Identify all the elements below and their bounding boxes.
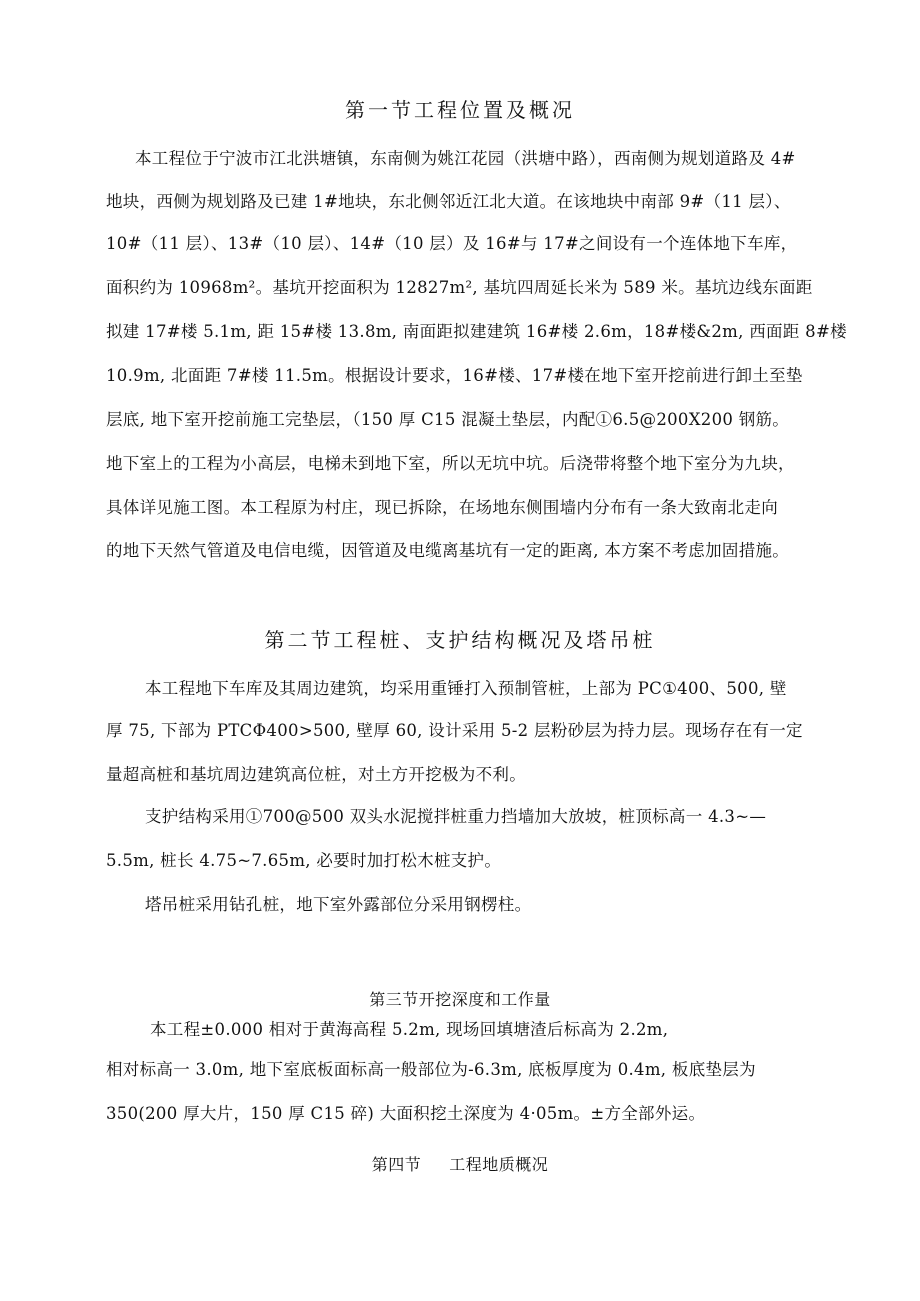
section1-line: 层底, 地下室开挖前施工完垫层，（150 厚 C15 混凝土垫层，内配①6.5@200X200 钢筋。 (106, 410, 790, 429)
section1-title: 第一节工程位置及概况 (345, 98, 575, 122)
section3-line: 350(200 厚大片，150 厚 C15 碎) 大面积挖土深度为 4·05m。±方全部外运。 (106, 1104, 706, 1123)
section1-line: 的地下天然气管道及电信电缆，因管道及电缆离基坑有一定的距离, 本方案不考虑加固措施。 (106, 541, 790, 560)
section1-line: 10.9m, 北面距 7#楼 11.5m。根据设计要求，16#楼、17#楼在地下室开挖前进行卸土至垫 (106, 366, 803, 385)
section2-para3: 塔吊桩采用钻孔桩，地下室外露部位分采用钢楞柱。 (145, 895, 532, 914)
section1-line: 具体详见施工图。本工程原为村庄，现已拆除，在场地东侧围墙内分布有一条大致南北走向 (106, 498, 778, 517)
section2-title: 第二节工程桩、支护结构概况及塔吊桩 (264, 628, 656, 652)
section3-line: 相对标高一 3.0m, 地下室底板面标高一般部位为-6.3m, 底板厚度为 0.4m, 板底垫层为 (106, 1060, 756, 1079)
section2-para1-line: 量超高桩和基坑周边建筑高位桩，对土方开挖极为不利。 (106, 765, 526, 784)
section2-para1-line: 厚 75, 下部为 PTCΦ400>500, 壁厚 60, 设计采用 5-2 层粉砂层为持力层。现场存在有一定 (106, 721, 803, 740)
section2-para2-line: 支护结构采用①700@500 双头水泥搅拌桩重力挡墙加大放坡，桩顶标高一 4.3~— (145, 807, 767, 826)
section2-para1-line: 本工程地下车库及其周边建筑，均采用重锤打入预制管桩，上部为 PC①400、500, 壁 (145, 679, 787, 698)
section1-line: 面积约为 10968m²。基坑开挖面积为 12827m², 基坑四周延长米为 589 米。基坑边线东面距 (106, 278, 813, 297)
section4-title (0, 1152, 920, 1175)
section2-para2-line: 5.5m, 桩长 4.75~7.65m, 必要时加打松木桩支护。 (106, 851, 502, 870)
section1-line: 拟建 17#楼 5.1m, 距 15#楼 13.8m, 南面距拟建建筑 16#楼 2.6m，18#楼&2m, 西面距 8#楼 (106, 322, 847, 341)
section3-line: 本工程±0.000 相对于黄海高程 5.2m, 现场回填塘渣后标高为 2.2m, (150, 1020, 669, 1039)
section1-line: 本工程位于宁波市江北洪塘镇，东南侧为姚江花园（洪塘中路），西南侧为规划道路及 4# (135, 149, 796, 168)
section1-line: 地下室上的工程为小高层，电梯未到地下室，所以无坑中坑。后浇带将整个地下室分为九块， (106, 454, 795, 473)
section4-title-number: 第四节 (371, 1155, 422, 1174)
section1-line: 地块，西侧为规划路及已建 1#地块，东北侧邻近江北大道。在该地块中南部 9#（11 层）、 (106, 192, 791, 211)
section1-line: 10#（11 层）、13#（10 层）、14#（10 层）及 16#与 17#之间设有一个连体地下车库， (106, 234, 798, 253)
section4-title-text: 工程地质概况 (449, 1155, 549, 1174)
section3-title: 第三节开挖深度和工作量 (369, 990, 551, 1009)
